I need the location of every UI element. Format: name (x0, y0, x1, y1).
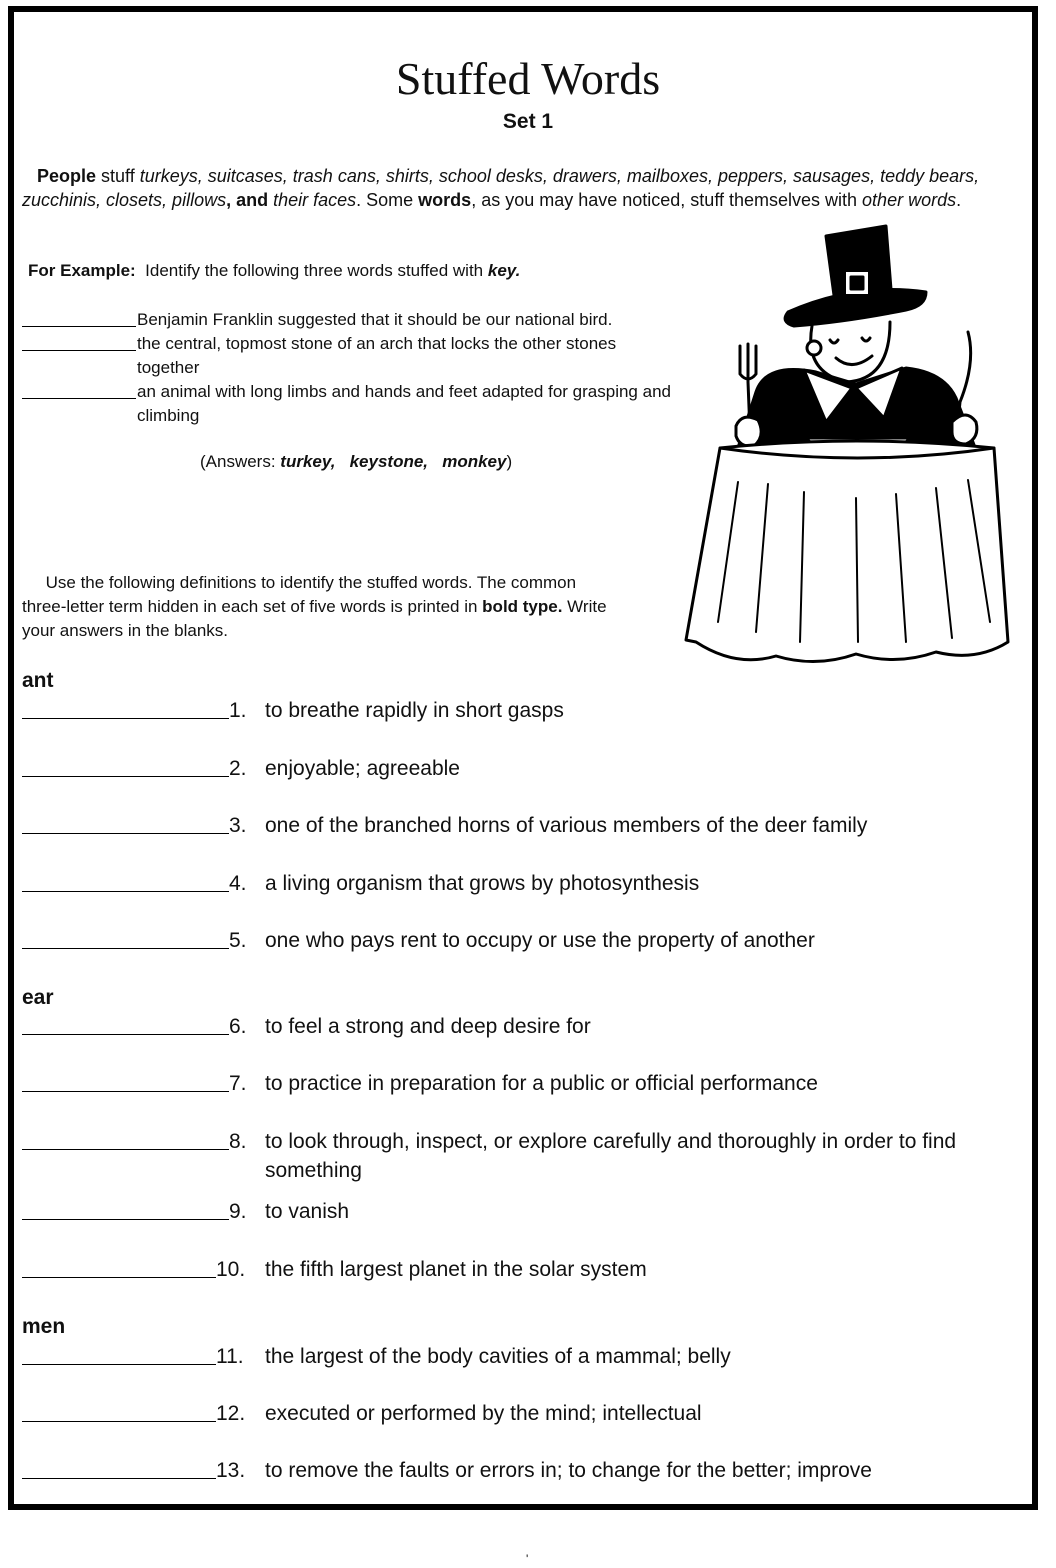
question-item (22, 1127, 1027, 1185)
answer-blank[interactable] (22, 696, 229, 719)
group-label-ear: ear (22, 986, 54, 1009)
intro-rest: , as you may have noticed, stuff themselves with (471, 190, 863, 210)
question-definition: one of the branched horns of various members of the deer family (265, 814, 868, 837)
question-item (22, 696, 1027, 725)
intro-their-faces: their faces (273, 190, 357, 210)
question-number: 5. (229, 929, 247, 952)
answer-blank[interactable] (22, 1012, 229, 1035)
answer-blank[interactable] (22, 1342, 216, 1365)
question-item (22, 1456, 1027, 1485)
intro-period: . (956, 190, 962, 210)
intro-some: . Some (356, 190, 419, 210)
question-item (22, 754, 1027, 783)
question-item (22, 1069, 1027, 1098)
intro-stuff: stuff (96, 166, 140, 186)
question-item (22, 926, 1027, 955)
example-item (22, 332, 682, 380)
question-definition: enjoyable; agreeable (265, 757, 460, 780)
example-definition: an animal with long limbs and hands and feet adapted for grasping and climbing (137, 382, 671, 425)
answers-prefix: (Answers: (200, 452, 281, 471)
intro-paragraph (22, 164, 1022, 212)
question-definition: to look through, inspect, or explore carefully and thoroughly in order to find something (265, 1130, 957, 1182)
question-number: 12. (216, 1402, 246, 1425)
pilgrim-illustration (676, 222, 1012, 668)
example-answers (200, 452, 512, 472)
answer-blank[interactable] (22, 1399, 216, 1422)
intro-people: People (37, 166, 97, 186)
question-item (22, 1012, 1027, 1041)
question-number: 4. (229, 872, 247, 895)
directions-paragraph (22, 571, 622, 643)
question-definition: to practice in preparation for a public or official performance (265, 1072, 818, 1095)
directions-bold: bold type. (482, 597, 563, 616)
question-item (22, 1342, 1027, 1371)
directions-part1: Use the following definitions to identify the stuffed words. The common three-letter term hidden in each set of five words is printed in (22, 573, 577, 616)
question-definition: to remove the faults or errors in; to change for the better; improve (265, 1459, 872, 1482)
intro-comma-and: , and (226, 190, 274, 210)
example-heading (28, 261, 520, 281)
page-title: Stuffed Words (395, 53, 661, 104)
question-number: 3. (229, 814, 247, 837)
group-label-men: men (22, 1315, 66, 1338)
answer-blank[interactable] (22, 1456, 216, 1479)
question-number: 11. (216, 1345, 244, 1368)
answer-2: keystone, (349, 452, 429, 471)
intro-items: turkeys, suitcases, trash cans, shirts, school desks, drawers, mailboxes, peppers, sausages, teddy bears, zucchinis, closets, pillows (22, 166, 980, 210)
question-number: 10. (216, 1258, 246, 1281)
question-number: 8. (229, 1130, 247, 1153)
question-definition: to breathe rapidly in short gasps (265, 699, 564, 722)
example-list (22, 308, 682, 428)
question-definition: to feel a strong and deep desire for (265, 1015, 591, 1038)
intro-words: words (418, 190, 472, 210)
answer-blank[interactable] (22, 1127, 229, 1150)
answer-blank[interactable] (22, 1255, 216, 1278)
answer-blank[interactable] (22, 1069, 229, 1092)
answer-blank[interactable] (22, 811, 229, 834)
question-number: 2. (229, 757, 247, 780)
question-item (22, 1255, 1027, 1284)
example-answer-blank[interactable] (22, 380, 136, 399)
page-subtitle: Set 1 (502, 110, 554, 133)
intro-other-words: other words (862, 190, 957, 210)
question-item (22, 811, 1027, 840)
question-item (22, 869, 1027, 898)
question-number: 7. (229, 1072, 247, 1095)
question-definition: the fifth largest planet in the solar system (265, 1258, 647, 1281)
example-item (22, 308, 682, 332)
example-answer-blank[interactable] (22, 332, 136, 351)
question-number: 6. (229, 1015, 247, 1038)
question-definition: one who pays rent to occupy or use the property of another (265, 929, 815, 952)
answer-1: turkey, (280, 452, 336, 471)
question-definition: executed or performed by the mind; intellectual (265, 1402, 702, 1425)
example-definition: Benjamin Franklin suggested that it should be our national bird. (137, 310, 613, 329)
footer-mark: ' (526, 1552, 529, 1566)
answer-blank[interactable] (22, 754, 229, 777)
example-item (22, 380, 682, 428)
example-definition: the central, topmost stone of an arch that locks the other stones together (137, 334, 617, 377)
question-item (22, 1197, 1027, 1226)
group-label-ant: ant (22, 669, 54, 692)
question-definition: the largest of the body cavities of a mammal; belly (265, 1345, 731, 1368)
example-text: Identify the following three words stuffed with (145, 261, 488, 280)
answer-blank[interactable] (22, 869, 229, 892)
answers-suffix: ) (506, 452, 513, 471)
example-key: key. (487, 261, 521, 280)
question-number: 9. (229, 1200, 247, 1223)
answer-blank[interactable] (22, 1197, 229, 1220)
answer-blank[interactable] (22, 926, 229, 949)
answer-3: monkey (442, 452, 507, 471)
question-definition: to vanish (265, 1200, 350, 1223)
question-item (22, 1399, 1027, 1428)
example-answer-blank[interactable] (22, 308, 136, 327)
question-definition: a living organism that grows by photosynthesis (265, 872, 700, 895)
example-label: For Example: (28, 261, 136, 280)
question-number: 1. (229, 699, 247, 722)
directions-part2: Write your answers in the blanks. (22, 597, 607, 640)
question-number: 13. (216, 1459, 246, 1482)
